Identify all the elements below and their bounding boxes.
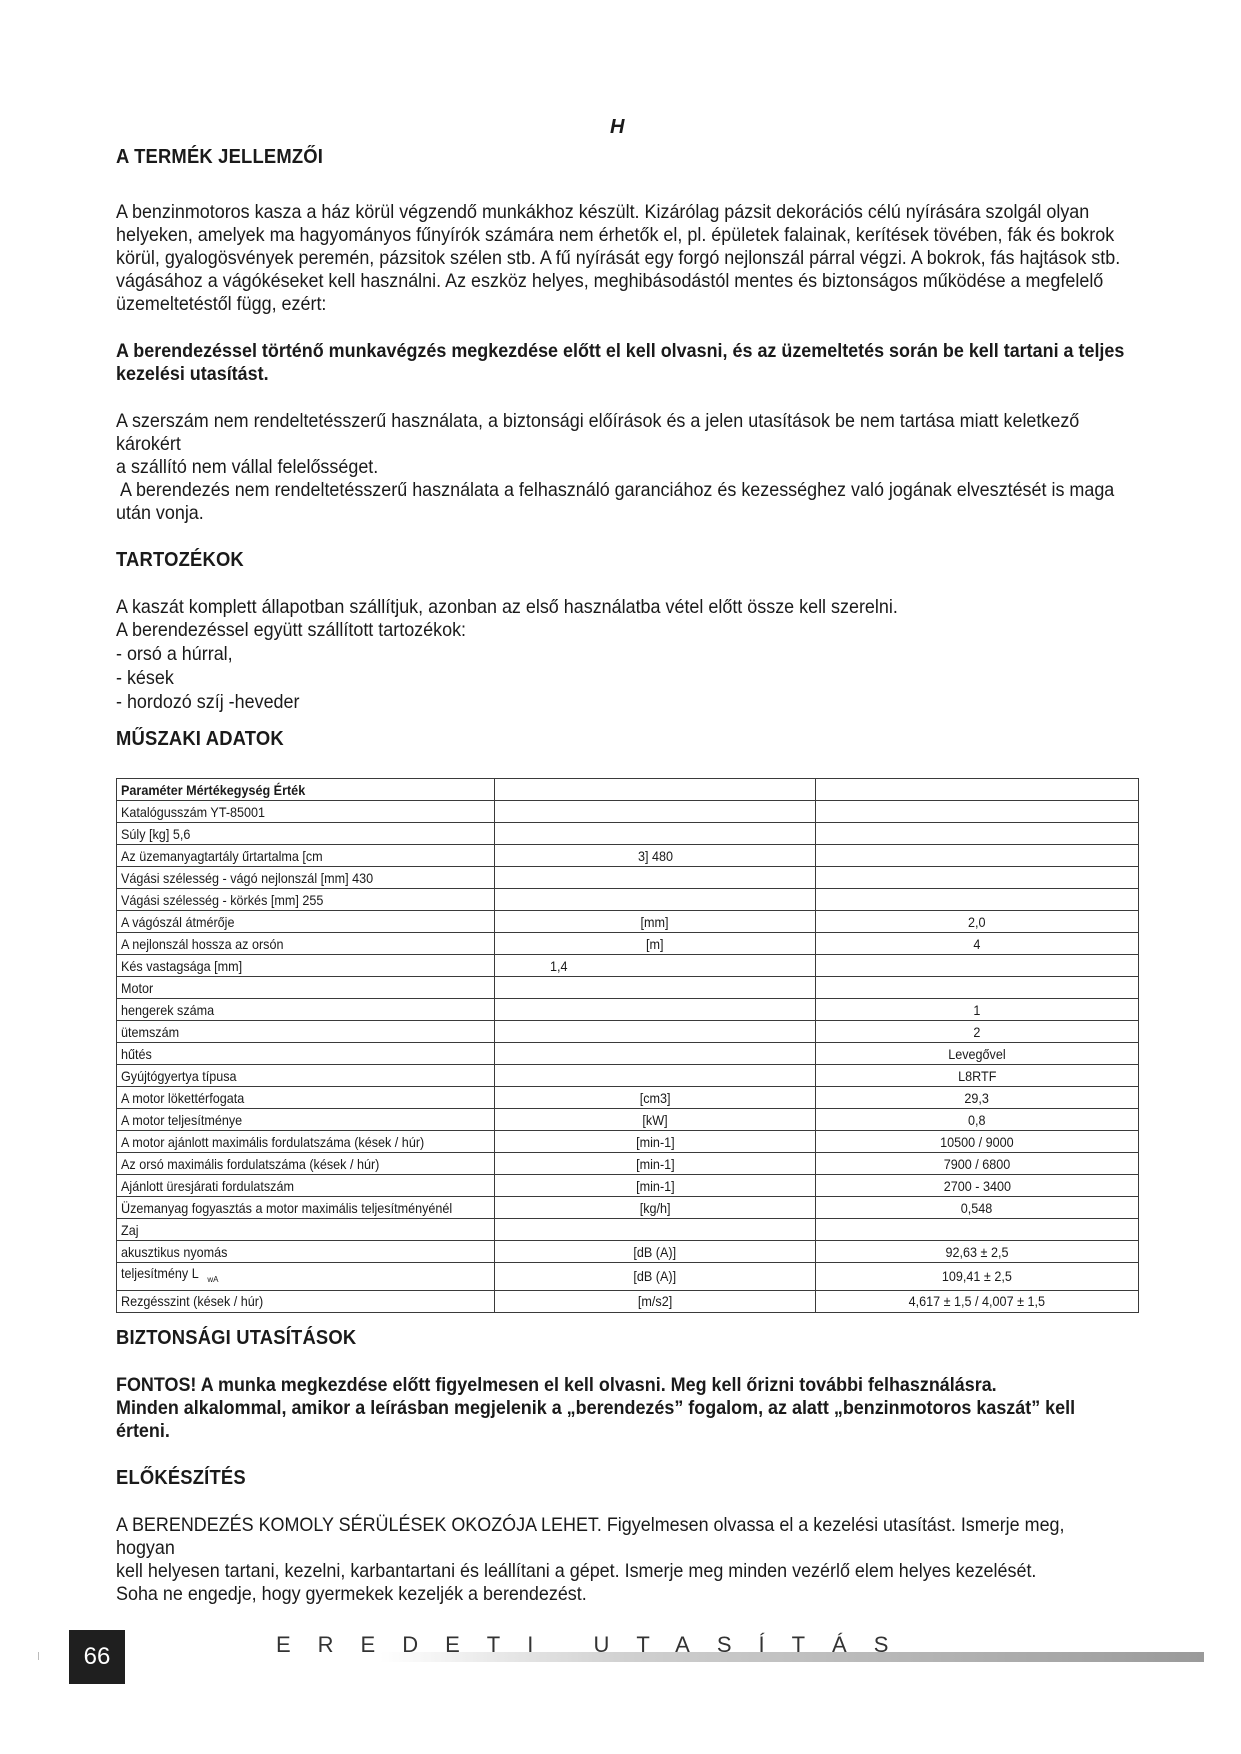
text-line: A berendezéssel történő munkavégzés megkezdése előtt el kell olvasni, és az üzemeltetés során be kell tartani a teljes	[116, 340, 1125, 362]
heading-safety: BIZTONSÁGI UTASÍTÁSOK	[116, 1326, 357, 1349]
param-cell	[117, 911, 495, 933]
cell-text: L8RTF	[957, 1067, 997, 1084]
cell-text: Az orsó maximális fordulatszáma (kések / húr)	[121, 1155, 380, 1172]
page-number: 66	[69, 1630, 125, 1684]
heading-features: A TERMÉK JELLEMZŐI	[116, 146, 324, 168]
value-cell	[816, 823, 1139, 845]
cell-text: 92,63 ± 2,5	[945, 1243, 1009, 1260]
value-cell	[816, 779, 1139, 801]
cell-text: Súly [kg] 5,6	[121, 825, 191, 842]
param-cell	[117, 1290, 495, 1312]
list-item: - hordozó szíj -heveder	[116, 691, 300, 713]
value-cell	[816, 955, 1139, 977]
cell-text: 1,4	[549, 957, 568, 974]
value-cell	[816, 1043, 1139, 1065]
unit-cell	[495, 1197, 816, 1219]
table-row	[117, 1109, 1139, 1131]
unit-cell	[495, 1153, 816, 1175]
param-cell	[117, 823, 495, 845]
cell-text: Katalógusszám YT-85001	[121, 803, 266, 820]
preparation-paragraph	[116, 1514, 1131, 1606]
table-row	[117, 845, 1139, 867]
value-cell	[816, 933, 1139, 955]
param-cell	[117, 933, 495, 955]
cell-text: hűtés	[121, 1045, 152, 1062]
value-cell	[816, 1263, 1139, 1291]
unit-cell	[495, 1043, 816, 1065]
cell-text: [kg/h]	[639, 1199, 671, 1216]
cell-text: hengerek száma	[121, 1001, 215, 1018]
features-warning	[116, 340, 1131, 386]
unit-cell	[495, 999, 816, 1021]
param-cell	[117, 955, 495, 977]
table-row	[117, 1241, 1139, 1263]
table-row	[117, 823, 1139, 845]
value-cell	[816, 1021, 1139, 1043]
cell-text: [mm]	[640, 913, 669, 930]
param-cell	[117, 1153, 495, 1175]
table-row	[117, 1131, 1139, 1153]
param-cell	[117, 1197, 495, 1219]
param-cell	[117, 999, 495, 1021]
param-cell	[117, 867, 495, 889]
table-header-row	[117, 779, 1139, 801]
heading-preparation: ELŐKÉSZÍTÉS	[116, 1466, 246, 1489]
param-cell	[117, 1109, 495, 1131]
value-cell	[816, 1290, 1139, 1312]
param-cell	[117, 1175, 495, 1197]
cell-text: 2700 - 3400	[943, 1177, 1011, 1194]
unit-cell	[495, 779, 816, 801]
cell-text: Üzemanyag fogyasztás a motor maximális teljesítményénél	[121, 1199, 453, 1216]
cell-text: [min-1]	[635, 1155, 675, 1172]
table-row	[117, 889, 1139, 911]
unit-cell	[495, 823, 816, 845]
cell-text: Gyújtógyertya típusa	[121, 1067, 237, 1084]
cell-text: 29,3	[964, 1089, 990, 1106]
cell-text: [kW]	[642, 1111, 668, 1128]
text-line: A berendezés nem rendeltetésszerű használata a felhasználó garanciához és kezességhez való jogának elvesztését is maga	[116, 479, 1115, 501]
cell-text: 109,41 ± 2,5	[942, 1268, 1012, 1285]
param-cell	[117, 1219, 495, 1241]
cell-text: [cm3]	[639, 1089, 671, 1106]
table-row	[117, 1197, 1139, 1219]
unit-cell	[495, 1109, 816, 1131]
value-cell	[816, 1219, 1139, 1241]
unit-cell	[495, 911, 816, 933]
text-line: helyeken, amelyek ma hagyományos fűnyírók számára nem érhetők el, pl. épületek falainak, kerítések tövében, fák és bokrok	[116, 224, 1115, 246]
value-cell	[816, 977, 1139, 999]
value-cell	[816, 1131, 1139, 1153]
unit-cell	[495, 1219, 816, 1241]
language-mark: H	[610, 116, 625, 138]
cell-text: Zaj	[121, 1221, 139, 1238]
accessories-list	[116, 642, 1050, 714]
unit-cell	[495, 1290, 816, 1312]
value-cell	[816, 1197, 1139, 1219]
cell-text: [m/s2]	[637, 1293, 673, 1310]
heading-specs: MŰSZAKI ADATOK	[116, 728, 284, 750]
liability-paragraph	[116, 410, 1131, 525]
unit-cell	[495, 1175, 816, 1197]
footer-title: EREDETI UTASÍTÁS	[276, 1632, 916, 1657]
param-cell	[117, 1043, 495, 1065]
text-line: a szállító nem vállal felelősséget.	[116, 456, 379, 478]
table-row	[117, 1263, 1139, 1291]
value-cell	[816, 1065, 1139, 1087]
unit-cell	[495, 867, 816, 889]
table-row	[117, 1290, 1139, 1312]
features-paragraph	[116, 201, 1131, 316]
table-row	[117, 1175, 1139, 1197]
cell-text: 1	[973, 1001, 981, 1018]
cell-text: 7900 / 6800	[943, 1155, 1011, 1172]
cell-text: Vágási szélesség - vágó nejlonszál [mm] 430	[121, 869, 374, 886]
cell-text: Motor	[121, 979, 154, 996]
text-line: kezelési utasítást.	[116, 363, 269, 385]
unit-cell	[495, 1065, 816, 1087]
value-cell	[816, 889, 1139, 911]
cell-text: teljesítmény L	[121, 1265, 199, 1281]
cell-text: [min-1]	[635, 1133, 675, 1150]
param-cell	[117, 1241, 495, 1263]
table-row	[117, 999, 1139, 1021]
unit-cell	[495, 933, 816, 955]
text-line: üzemeltetéstől függ, ezért:	[116, 293, 327, 315]
param-cell	[117, 779, 495, 801]
text-line: FONTOS! A munka megkezdése előtt figyelmesen el kell olvasni. Meg kell őrizni további felhasználásra.	[116, 1373, 997, 1396]
unit-cell	[495, 889, 816, 911]
param-cell	[117, 889, 495, 911]
heading-accessories: TARTOZÉKOK	[116, 549, 244, 571]
value-cell	[816, 1175, 1139, 1197]
param-cell	[117, 1065, 495, 1087]
value-cell	[816, 845, 1139, 867]
safety-notice	[116, 1374, 1131, 1443]
footer-divider	[38, 1652, 39, 1660]
page-content	[116, 146, 1131, 1606]
unit-cell	[495, 1087, 816, 1109]
cell-text: 0,8	[968, 1111, 986, 1128]
cell-text: Rezgésszint (kések / húr)	[121, 1293, 264, 1310]
cell-text: Vágási szélesség - körkés [mm] 255	[121, 891, 324, 908]
table-row	[117, 1043, 1139, 1065]
cell-text: Paraméter Mértékegység Érték	[121, 781, 306, 798]
cell-text: 3] 480	[637, 847, 673, 864]
table-row	[117, 1021, 1139, 1043]
list-item: - orsó a húrral,	[116, 643, 233, 665]
cell-text: [dB (A)]	[633, 1243, 677, 1260]
text-line: kell helyesen tartani, kezelni, karbantartani és leállítani a gépet. Ismerje meg minden vezérlő elem helyes kezelését.	[116, 1559, 1037, 1582]
cell-text: Levegővel	[948, 1045, 1006, 1062]
cell-text: Az üzemanyagtartály űrtartalma [cm	[121, 847, 323, 864]
table-row	[117, 1065, 1139, 1087]
cell-text: A nejlonszál hossza az orsón	[121, 935, 284, 952]
cell-text: [m]	[646, 935, 664, 952]
unit-cell	[495, 1021, 816, 1043]
value-cell	[816, 1109, 1139, 1131]
table-row	[117, 911, 1139, 933]
value-cell	[816, 801, 1139, 823]
cell-text: A vágószál átmérője	[121, 913, 235, 930]
specs-table	[116, 778, 1139, 1313]
text-line: után vonja.	[116, 502, 204, 524]
cell-text: Kés vastagsága [mm]	[121, 957, 243, 974]
text-line: A benzinmotoros kasza a ház körül végzendő munkákhoz készült. Kizárólag pázsit dekorációs célú nyírására szolgál olyan	[116, 201, 1090, 223]
param-cell	[117, 1087, 495, 1109]
value-cell	[816, 1087, 1139, 1109]
table-row	[117, 1087, 1139, 1109]
value-cell	[816, 911, 1139, 933]
table-row	[117, 955, 1139, 977]
text-line: A kaszát komplett állapotban szállítjuk, azonban az első használatba vétel előtt össze kell szerelni.	[116, 596, 898, 618]
cell-text: A motor ajánlott maximális fordulatszáma (kések / húr)	[121, 1133, 425, 1150]
unit-cell	[495, 955, 816, 977]
value-cell	[816, 867, 1139, 889]
cell-text: Ajánlott üresjárati fordulatszám	[121, 1177, 294, 1194]
param-cell	[117, 977, 495, 999]
subscript: wA	[207, 1274, 219, 1284]
param-cell	[117, 1131, 495, 1153]
value-cell	[816, 999, 1139, 1021]
param-cell	[117, 1263, 495, 1291]
cell-text: 10500 / 9000	[940, 1133, 1014, 1150]
unit-cell	[495, 801, 816, 823]
unit-cell	[495, 977, 816, 999]
cell-text: 0,548	[961, 1199, 993, 1216]
table-row	[117, 977, 1139, 999]
cell-text: 4	[973, 935, 981, 952]
unit-cell	[495, 1241, 816, 1263]
table-row	[117, 801, 1139, 823]
unit-cell	[495, 845, 816, 867]
cell-text: 4,617 ± 1,5 / 4,007 ± 1,5	[908, 1293, 1046, 1310]
param-cell	[117, 1021, 495, 1043]
accessories-intro	[116, 596, 1131, 642]
text-line: A szerszám nem rendeltetésszerű használata, a biztonsági előírások és a jelen utasítások be nem tartása miatt keletkező károkért	[116, 410, 1080, 455]
table-row	[117, 1219, 1139, 1241]
cell-text: A motor lökettérfogata	[121, 1089, 245, 1106]
text-line: A BERENDEZÉS KOMOLY SÉRÜLÉSEK OKOZÓJA LEHET. Figyelmesen olvassa el a kezelési utasítást. Ismerje meg, hogyan	[116, 1513, 1065, 1559]
unit-cell	[495, 1263, 816, 1291]
value-cell	[816, 1241, 1139, 1263]
value-cell	[816, 1153, 1139, 1175]
cell-text: ütemszám	[121, 1023, 180, 1040]
cell-text: [dB (A)]	[633, 1268, 677, 1285]
table-row	[117, 1153, 1139, 1175]
text-line: A berendezéssel együtt szállított tartozékok:	[116, 619, 467, 641]
text-line: Minden alkalommal, amikor a leírásban megjelenik a „berendezés” fogalom, az alatt „benzinmotoros kaszát” kell érteni.	[116, 1396, 1076, 1442]
cell-text: 2	[973, 1023, 981, 1040]
param-cell	[117, 845, 495, 867]
cell-text: A motor teljesítménye	[121, 1111, 243, 1128]
cell-text: akusztikus nyomás	[121, 1243, 228, 1260]
page-footer	[0, 1622, 1241, 1682]
cell-text: 2,0	[968, 913, 986, 930]
text-line: vágásához a vágókéseket kell használni. Az eszköz helyes, meghibásodástól mentes és biztonságos működése a megfelelő	[116, 270, 1104, 292]
cell-text: [min-1]	[635, 1177, 675, 1194]
text-line: Soha ne engedje, hogy gyermekek kezeljék a berendezést.	[116, 1582, 587, 1605]
table-row	[117, 933, 1139, 955]
table-row	[117, 867, 1139, 889]
param-cell	[117, 801, 495, 823]
text-line: körül, gyalogösvények peremén, pázsitok szélen stb. A fű nyírását egy forgó nejlonszál párral végzi. A bokrok, fás hajtások stb.	[116, 247, 1121, 269]
list-item: - kések	[116, 667, 174, 689]
unit-cell	[495, 1131, 816, 1153]
